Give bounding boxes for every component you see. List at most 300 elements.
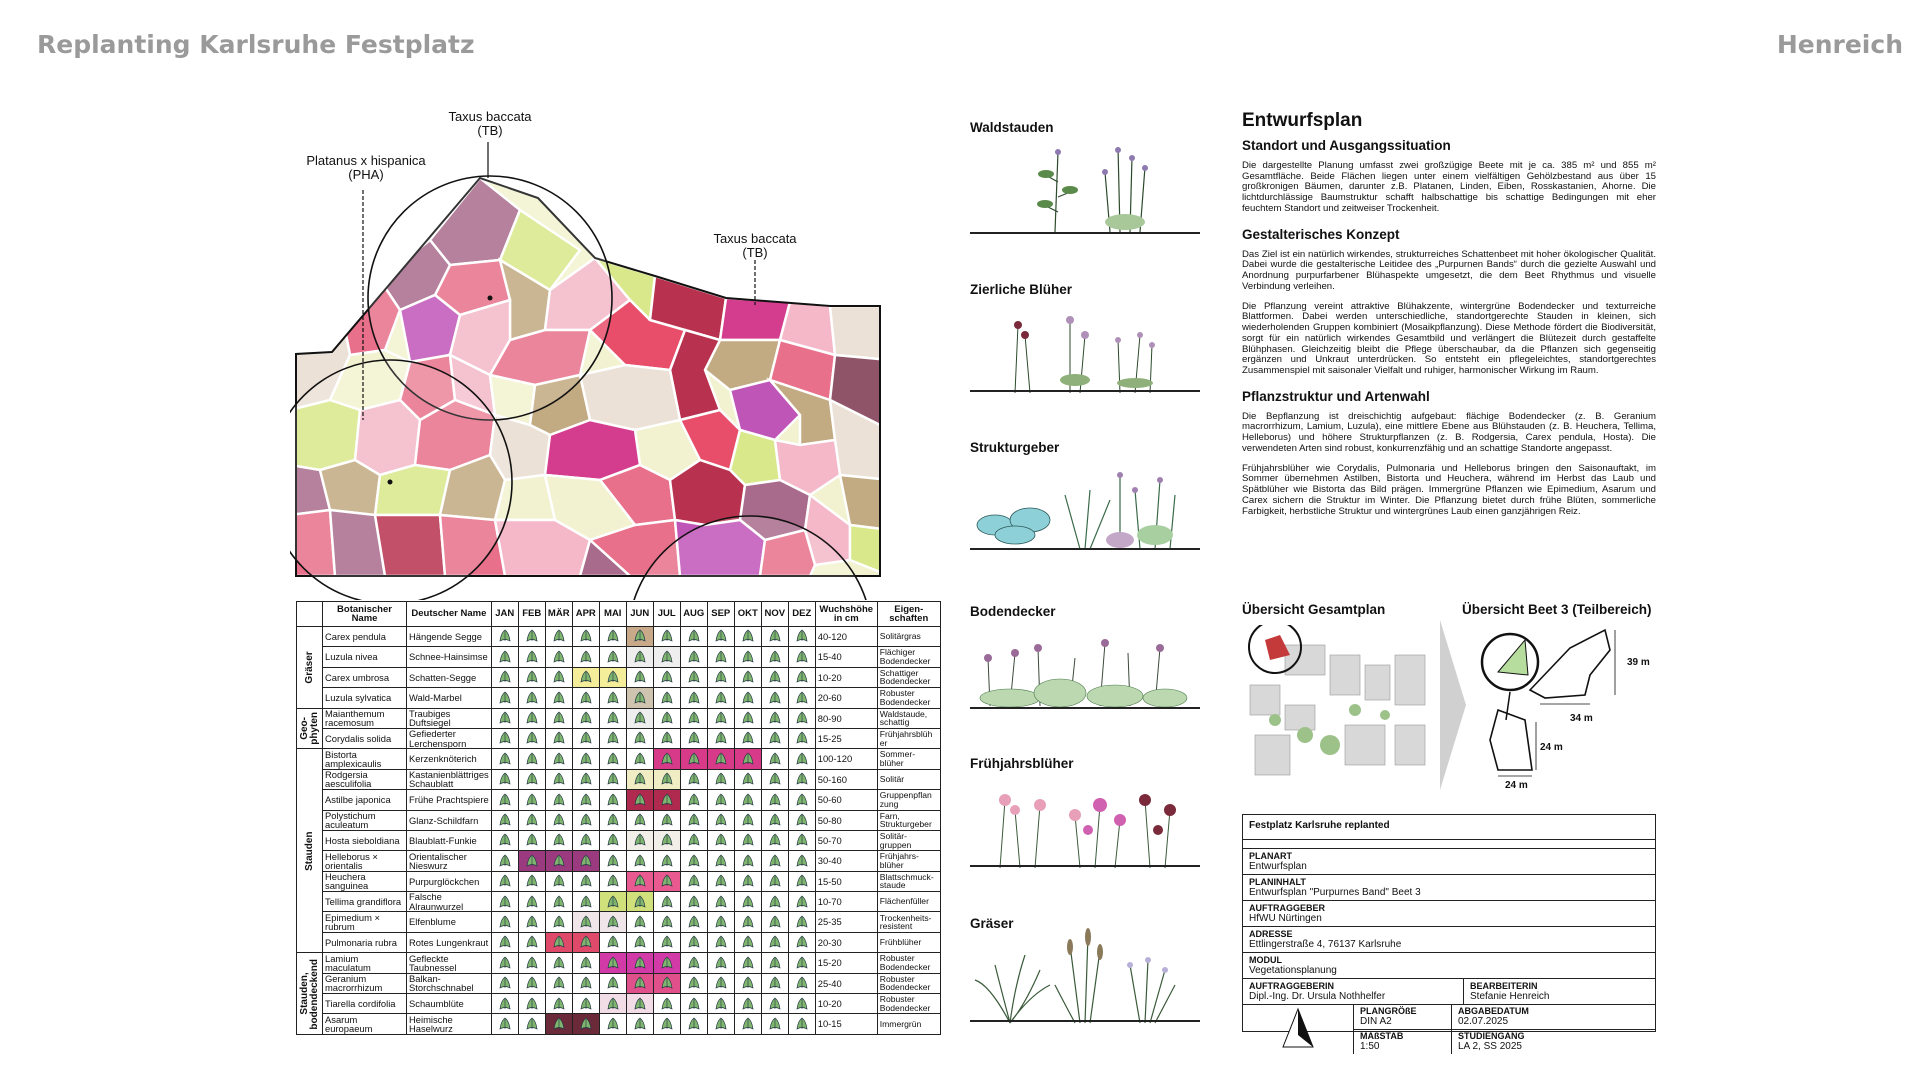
month-cell — [761, 912, 788, 932]
month-cell — [761, 790, 788, 810]
properties-value: Robuster Bodendecker — [877, 994, 940, 1014]
plant-icon — [741, 935, 755, 948]
height-value: 15-25 — [815, 728, 877, 748]
ground-line — [970, 390, 1200, 392]
tb-modul: MODUL Vegetationsplanung — [1243, 953, 1655, 979]
month-cell — [491, 830, 518, 850]
plant-icon — [741, 813, 755, 826]
month-cell — [680, 647, 707, 667]
height-value: 25-35 — [815, 912, 877, 932]
table-row — [297, 790, 941, 810]
plant-icon — [795, 895, 809, 908]
month-cell — [707, 973, 734, 993]
month-cell — [653, 708, 680, 728]
month-cell — [761, 932, 788, 952]
month-cell — [734, 728, 761, 748]
col-botanical: Botanischer Name — [323, 602, 407, 627]
plant-icon — [579, 670, 593, 683]
month-cell — [707, 830, 734, 850]
section-title: Entwurfsplan — [1242, 110, 1363, 131]
month-cell — [599, 932, 626, 952]
month-cell — [707, 810, 734, 830]
month-cell — [572, 892, 599, 912]
month-cell — [545, 871, 572, 891]
german-name: Frühe Prachtspiere — [407, 790, 492, 810]
month-cell — [680, 810, 707, 830]
properties-value: Solitärgras — [877, 627, 940, 647]
section-pflanzstruktur-text-2: Frühjahrsblüher wie Corydalis, Pulmonaria und Helleborus bringen den Saisonauftakt, im Sommer übernehmen Astilben, Bistorta und Heuchera, während im Herbst das Laub und Spätblüher wie Bistorta das Bild prägen. Immergrüne Pflanzen wie Epimedium, Asarum und Carex sichern die Struktur im Winter. Die Pflanzung bietet durch frühe Blüten, sommerliche Farbigkeit, herbstliche Struktur und wintergrünes Laub einen ganzjährigen Reiz. — [1242, 462, 1656, 517]
height-value: 100-120 — [815, 749, 877, 769]
section-konzept-title: Gestalterisches Konzept — [1242, 226, 1400, 242]
plant-icon — [768, 772, 782, 785]
month-cell — [599, 769, 626, 789]
plant-icon — [552, 956, 566, 969]
dimension-label: 34 m — [1570, 713, 1593, 724]
plant-icon — [714, 711, 728, 724]
month-cell — [788, 994, 815, 1014]
month-cell — [599, 830, 626, 850]
plant-icon — [687, 772, 701, 785]
col-month: JUN — [626, 602, 653, 627]
month-cell — [545, 892, 572, 912]
month-cell — [788, 708, 815, 728]
plant-icon — [633, 691, 647, 704]
german-name: Heimische Haselwurz — [407, 1014, 492, 1034]
plant-icon — [525, 691, 539, 704]
plant-icon — [633, 956, 647, 969]
tb-abgabedatum: ABGABEDATUM 02.07.2025 — [1452, 1005, 1655, 1030]
plant-icon — [579, 731, 593, 744]
plant-icon — [525, 650, 539, 663]
properties-value: Frühjahrs-blüher — [877, 851, 940, 871]
plant-icon — [579, 956, 593, 969]
month-cell — [518, 953, 545, 973]
german-name: Gefleckte Taubnessel — [407, 953, 492, 973]
col-month: MÄR — [545, 602, 572, 627]
plant-icon — [768, 711, 782, 724]
tb-studiengang: STUDIENGANG LA 2, SS 2025 — [1458, 1031, 1525, 1052]
dimension-label: 39 m — [1627, 657, 1650, 668]
plant-icon — [525, 1017, 539, 1030]
month-cell — [491, 851, 518, 871]
plant-icon — [687, 813, 701, 826]
month-cell — [734, 769, 761, 789]
month-cell — [518, 769, 545, 789]
month-cell — [572, 1014, 599, 1034]
fruehjahrsblueher-illustration — [980, 780, 1190, 870]
german-name: Schatten-Segge — [407, 667, 492, 687]
plant-icon — [552, 833, 566, 846]
plant-icon — [606, 915, 620, 928]
overview-plan-title: Übersicht Gesamtplan — [1242, 602, 1386, 617]
month-cell — [518, 871, 545, 891]
month-cell — [545, 953, 572, 973]
plant-icon — [660, 833, 674, 846]
plant-icon — [741, 956, 755, 969]
plant-icon — [552, 997, 566, 1010]
month-cell — [761, 1014, 788, 1034]
plant-icon — [714, 650, 728, 663]
plant-icon — [525, 997, 539, 1010]
ground-line — [970, 865, 1200, 867]
month-cell — [734, 994, 761, 1014]
month-cell — [788, 810, 815, 830]
plant-icon — [768, 915, 782, 928]
botanical-name: Pulmonaria rubra — [323, 932, 407, 952]
plant-icon — [660, 956, 674, 969]
month-cell — [734, 749, 761, 769]
month-cell — [626, 871, 653, 891]
plant-icon — [768, 650, 782, 663]
tb-adresse: ADRESSE Ettlingerstraße 4, 76137 Karlsruhe — [1243, 927, 1655, 953]
table-row — [297, 769, 941, 789]
col-month: OKT — [734, 602, 761, 627]
month-cell — [626, 667, 653, 687]
tb-bearbeiterin: BEARBEITERIN Stefanie Henreich — [1470, 981, 1550, 1002]
zierliche-blueher-illustration — [1000, 315, 1170, 395]
col-properties: Eigen-schaften — [877, 602, 940, 627]
plant-icon — [795, 1017, 809, 1030]
plant-icon — [714, 935, 728, 948]
plant-icon — [687, 976, 701, 989]
month-cell — [518, 851, 545, 871]
month-cell — [626, 627, 653, 647]
plant-icon — [498, 813, 512, 826]
table-row — [297, 810, 941, 830]
plant-icon — [741, 833, 755, 846]
month-cell — [491, 667, 518, 687]
plant-icon — [633, 976, 647, 989]
col-month: DEZ — [788, 602, 815, 627]
plant-icon — [714, 670, 728, 683]
botanical-name: Heuchera sanguinea — [323, 871, 407, 891]
tree-label-taxus-right: Taxus baccata (TB) — [713, 231, 797, 260]
plant-icon — [687, 629, 701, 642]
month-cell — [491, 769, 518, 789]
month-cell — [572, 912, 599, 932]
plant-icon — [768, 997, 782, 1010]
plant-icon — [552, 854, 566, 867]
properties-value: Flächiger Bodendecker — [877, 647, 940, 667]
plant-icon — [606, 874, 620, 887]
month-cell — [572, 790, 599, 810]
tree-label-taxus-top: Taxus baccata (TB) — [448, 109, 532, 138]
plant-icon — [579, 997, 593, 1010]
month-cell — [491, 932, 518, 952]
month-cell — [545, 708, 572, 728]
ground-line — [970, 232, 1200, 234]
col-month: FEB — [518, 602, 545, 627]
month-cell — [680, 728, 707, 748]
month-cell — [545, 688, 572, 708]
month-cell — [626, 728, 653, 748]
plant-icon — [687, 731, 701, 744]
category-bodendecker: Bodendecker — [970, 604, 1056, 619]
month-cell — [761, 871, 788, 891]
month-cell — [545, 647, 572, 667]
plant-icon — [795, 854, 809, 867]
properties-value: Flächenfüller — [877, 892, 940, 912]
month-cell — [653, 769, 680, 789]
plant-icon — [498, 874, 512, 887]
plant-icon — [525, 915, 539, 928]
col-month: SEP — [707, 602, 734, 627]
plant-icon — [741, 997, 755, 1010]
month-cell — [653, 851, 680, 871]
plant-icon — [552, 976, 566, 989]
month-cell — [653, 647, 680, 667]
plant-icon — [660, 793, 674, 806]
section-konzept-text-2: Die Pflanzung vereint attraktive Blühakzente, wintergrüne Bodendecker und texturreiche Blattformen. Dabei werden unterschiedliche, standortgerechte Stauden in kleinen, sich wiederholenden Gruppen kombiniert (Mosaikpflanzung). Diese Methode fördert die Biodiversität, sorgt für ein natürlich wirkendes Gesamtbild und verlängert die Blütezeit durch gestaffelte Blühphasen. Gleichzeitig bleibt die Pflege überschaubar, da die Pflanzen sich gegenseitig ergänzen und Unkraut unterdrücken. So entsteht ein pflegeleichtes, standortgerechtes Zusammenspiel mit saisonaler Vielfalt und ruhiger, harmonischer Wirkung im Raum. — [1242, 300, 1656, 377]
month-cell — [626, 708, 653, 728]
month-cell — [599, 871, 626, 891]
botanical-name: Tiarella cordifolia — [323, 994, 407, 1014]
plant-icon — [579, 772, 593, 785]
german-name: Purpurglöckchen — [407, 871, 492, 891]
month-cell — [761, 953, 788, 973]
plant-icon — [525, 772, 539, 785]
plant-icon — [795, 813, 809, 826]
german-name: Schnee-Hainsimse — [407, 647, 492, 667]
month-cell — [545, 790, 572, 810]
month-cell — [572, 667, 599, 687]
tree-label-platanus: Platanus x hispanica (PHA) — [306, 153, 426, 182]
month-cell — [680, 769, 707, 789]
month-cell — [788, 973, 815, 993]
height-value: 10-70 — [815, 892, 877, 912]
plant-icon — [768, 793, 782, 806]
month-cell — [653, 688, 680, 708]
height-value: 30-40 — [815, 851, 877, 871]
plant-icon — [768, 752, 782, 765]
month-cell — [545, 851, 572, 871]
group-label: Gräser — [297, 627, 323, 709]
plant-icon — [633, 813, 647, 826]
month-cell — [734, 851, 761, 871]
plant-icon — [714, 997, 728, 1010]
group-label: Stauden, bodendeckend — [297, 953, 323, 1035]
plant-icon — [660, 691, 674, 704]
month-cell — [788, 871, 815, 891]
month-cell — [518, 994, 545, 1014]
month-cell — [788, 769, 815, 789]
north-arrow-icon — [1243, 1005, 1353, 1053]
plant-icon — [768, 854, 782, 867]
plant-icon — [714, 1017, 728, 1030]
month-cell — [626, 892, 653, 912]
month-cell — [599, 973, 626, 993]
botanical-name: Rodgersia aesculifolia — [323, 769, 407, 789]
month-cell — [491, 912, 518, 932]
plant-icon — [498, 711, 512, 724]
col-month: JUL — [653, 602, 680, 627]
plant-icon — [687, 793, 701, 806]
month-cell — [599, 647, 626, 667]
plant-icon — [687, 854, 701, 867]
plant-icon — [579, 629, 593, 642]
plant-icon — [768, 895, 782, 908]
month-cell — [518, 810, 545, 830]
month-cell — [545, 932, 572, 952]
month-cell — [599, 892, 626, 912]
section-pflanzstruktur-text-1: Die Bepflanzung ist dreischichtig aufgebaut: flächige Bodendecker (z. B. Geranium macrorrhizum, Lamium, Luzula), eine mittlere Ebene aus Blühstauden (z. B. Heuchera, Tellima, Helleborus) und höhere Strukturpflanzen (z. B. Rodgersia, Carex pendula, Hosta). Die verwendeten Arten sind robust, konkurrenzfähig und an schattige Standorte angepasst. — [1242, 410, 1656, 454]
botanical-name: Helleborus × orientalis — [323, 851, 407, 871]
plant-icon — [633, 752, 647, 765]
plant-icon — [525, 752, 539, 765]
plant-icon — [552, 793, 566, 806]
month-cell — [707, 790, 734, 810]
properties-value: Trockenheits-resistent — [877, 912, 940, 932]
month-cell — [788, 688, 815, 708]
height-value: 10-15 — [815, 1014, 877, 1034]
month-cell — [707, 749, 734, 769]
month-cell — [761, 749, 788, 769]
botanical-name: Corydalis solida — [323, 728, 407, 748]
plant-icon — [552, 629, 566, 642]
plant-icon — [795, 997, 809, 1010]
month-cell — [707, 708, 734, 728]
plant-icon — [498, 854, 512, 867]
month-cell — [734, 871, 761, 891]
plant-icon — [498, 691, 512, 704]
plant-icon — [768, 956, 782, 969]
plant-icon — [525, 895, 539, 908]
plant-icon — [606, 650, 620, 663]
plant-icon — [714, 629, 728, 642]
plant-icon — [741, 752, 755, 765]
table-row — [297, 892, 941, 912]
month-cell — [572, 708, 599, 728]
month-cell — [680, 790, 707, 810]
plant-icon — [660, 629, 674, 642]
month-cell — [599, 667, 626, 687]
month-cell — [545, 627, 572, 647]
month-cell — [626, 688, 653, 708]
botanical-name: Hosta sieboldiana — [323, 830, 407, 850]
month-cell — [734, 810, 761, 830]
plant-icon — [498, 772, 512, 785]
plant-icon — [768, 976, 782, 989]
month-cell — [626, 994, 653, 1014]
plant-icon — [552, 711, 566, 724]
month-cell — [491, 994, 518, 1014]
plant-icon — [741, 854, 755, 867]
botanical-name: Epimedium × rubrum — [323, 912, 407, 932]
plant-icon — [606, 670, 620, 683]
month-cell — [599, 688, 626, 708]
month-cell — [518, 790, 545, 810]
plant-icon — [660, 874, 674, 887]
plant-icon — [633, 997, 647, 1010]
botanical-name: Lamium maculatum — [323, 953, 407, 973]
month-cell — [761, 810, 788, 830]
month-cell — [761, 627, 788, 647]
table-row — [297, 932, 941, 952]
month-cell — [653, 790, 680, 810]
plant-icon — [741, 711, 755, 724]
plant-icon — [768, 874, 782, 887]
month-cell — [518, 830, 545, 850]
plant-icon — [552, 874, 566, 887]
month-cell — [707, 627, 734, 647]
plant-icon — [525, 813, 539, 826]
month-cell — [599, 790, 626, 810]
german-name: Gefiederter Lerchensporn — [407, 728, 492, 748]
german-name: Rotes Lungenkraut — [407, 932, 492, 952]
month-cell — [707, 647, 734, 667]
plant-icon — [552, 670, 566, 683]
title-block — [1242, 814, 1656, 1052]
overview-map — [1245, 625, 1435, 785]
month-cell — [734, 932, 761, 952]
month-cell — [572, 647, 599, 667]
plant-icon — [768, 670, 782, 683]
plant-icon — [579, 752, 593, 765]
plant-icon — [579, 854, 593, 867]
properties-value: Sommer-blüher — [877, 749, 940, 769]
plant-icon — [741, 691, 755, 704]
month-cell — [788, 647, 815, 667]
table-row — [297, 749, 941, 769]
group-label: Geo-phyten — [297, 708, 323, 749]
properties-value: Robuster Bodendecker — [877, 953, 940, 973]
tb-auftraggeber: AUFTRAGGEBER HfWU Nürtingen — [1243, 901, 1655, 927]
height-value: 50-160 — [815, 769, 877, 789]
month-cell — [680, 627, 707, 647]
plant-icon — [525, 854, 539, 867]
category-zierliche-blueher: Zierliche Blüher — [970, 282, 1073, 297]
height-value: 10-20 — [815, 994, 877, 1014]
month-cell — [707, 851, 734, 871]
month-cell — [653, 892, 680, 912]
category-waldstauden: Waldstauden — [970, 120, 1054, 135]
plant-icon — [552, 691, 566, 704]
month-cell — [680, 830, 707, 850]
plant-icon — [606, 956, 620, 969]
author-name: Henreich — [1776, 30, 1903, 59]
month-cell — [788, 667, 815, 687]
plant-icon — [633, 854, 647, 867]
bodendecker-illustration — [970, 628, 1190, 708]
table-row — [297, 667, 941, 687]
plant-icon — [498, 793, 512, 806]
month-cell — [734, 627, 761, 647]
plant-icon — [552, 752, 566, 765]
month-cell — [626, 749, 653, 769]
month-cell — [761, 728, 788, 748]
month-cell — [572, 728, 599, 748]
month-cell — [653, 1014, 680, 1034]
tb-plangroesse: PLANGRÖßE DIN A2 — [1354, 1005, 1451, 1030]
month-cell — [734, 667, 761, 687]
properties-value: Immergrün — [877, 1014, 940, 1034]
plant-icon — [687, 956, 701, 969]
plant-icon — [579, 1017, 593, 1030]
plant-icon — [714, 813, 728, 826]
properties-value: Frühjahrsblüh er — [877, 728, 940, 748]
plant-icon — [660, 895, 674, 908]
plant-icon — [714, 691, 728, 704]
properties-value: Robuster Bodendecker — [877, 688, 940, 708]
month-cell — [626, 851, 653, 871]
month-cell — [734, 647, 761, 667]
plant-icon — [498, 670, 512, 683]
plant-icon — [795, 711, 809, 724]
month-cell — [761, 667, 788, 687]
plant-icon — [606, 752, 620, 765]
plant-icon — [714, 895, 728, 908]
height-value: 80-90 — [815, 708, 877, 728]
